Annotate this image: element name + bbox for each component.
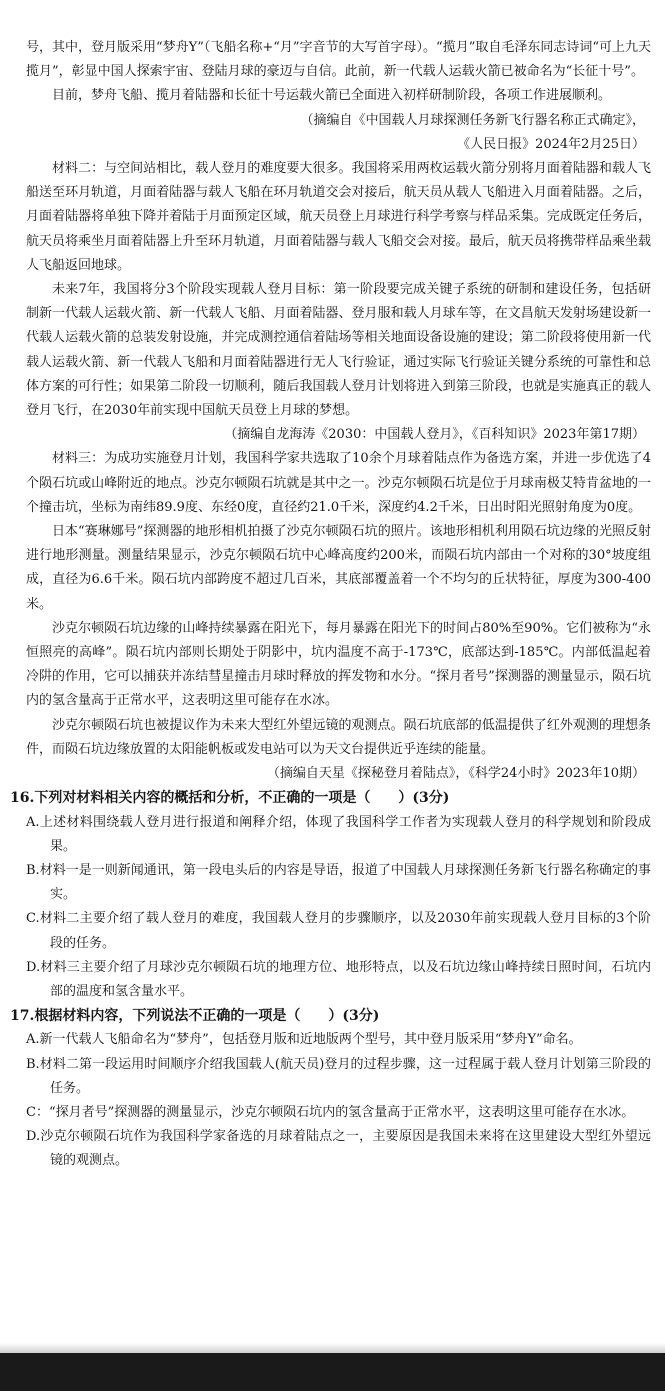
- material-2-paragraph-1: 材料二：与空间站相比，载人登月的难度要大很多。我国将采用两枚运载火箭分别将月面着陆器和载人飞船送至环月轨道，月面着陆器与载人飞船在环月轨道交会对接后，航天员从载人飞船进入月面着陆器。之后，月面着陆器将单独下降并着陆于月面预定区域，航天员登上月球进行科学考察与样品采集。完成既定任务后，航天员将乘坐月面着陆器上升至环月轨道，月面着陆器与载人飞船交会对接。最后，航天员将携带样品乘坐载人飞船返回地球。: [26, 161, 651, 273]
- material-1-source-line-1: （摘编自《中国载人月球探测任务新飞行器名称正式确定》，: [300, 112, 645, 128]
- question-16-stem: 16.下列对材料相关内容的概括和分析，不正确的一项是（ ）(3分): [10, 790, 450, 807]
- material-1-status-paragraph: 目前，梦舟飞船、揽月着陆器和长征十号运载火箭已全面进入初样研制阶段，各项工作进展顺利。: [52, 88, 612, 104]
- material-2-paragraph-2: 未来7年，我国将分3个阶段实现载人登月目标：第一阶段要完成关键子系统的研制和建设任务，包括研制新一代载人运载火箭、新一代载人飞船、月面着陆器、登月服和载人月球车等，在文昌航天发射场建设新一代载人运载火箭的总装发射设施，并完成测控通信着陆场等相关地面设备设施的建设；第二阶段将使用新一代载人运载火箭、新一代载人飞船和月面着陆器进行无人飞行验证，通过实际飞行验证关键分系统的可靠性和总体方案的可行性；如果第二阶段一切顺利，随后我国载人登月计划将进入到第三阶段，也就是实施真正的载人登月飞行，在2030年前实现中国航天员登上月球的梦想。: [26, 282, 651, 419]
- question-17-option-a: A.新一代载人飞船命名为“梦舟”，包括登月版和近地版两个型号，其中登月版采用“梦舟Y”命名。: [26, 1032, 582, 1048]
- question-16-option-c: C.材料二主要介绍了载人登月的难度，我国载人登月的步骤顺序，以及2030年前实现载人登月目标的3个阶段的任务。: [26, 911, 651, 951]
- question-17-option-b: B.材料二第一段运用时间顺序介绍我国载人(航天员)登月的过程步骤，这一过程属于载人登月计划第三阶段的任务。: [26, 1056, 651, 1096]
- material-1-continuation: 号，其中，登月版采用“梦舟Y”（飞船名称+“月”字音节的大写首字母）。“揽月”取自毛泽东同志诗词“可上九天揽月”，彰显中国人探索宇宙、登陆月球的豪迈与自信。此前，新一代载人运载火箭已被命名为“长征十号”。: [26, 40, 651, 80]
- material-3-paragraph-4: 沙克尔顿陨石坑也被提议作为未来大型红外望远镜的观测点。陨石坑底部的低温提供了红外观测的理想条件，而陨石坑边缘放置的太阳能帆板或发电站可以为天文台提供近乎连续的能量。: [26, 717, 651, 757]
- material-3-paragraph-1: 材料三：为成功实施登月计划，我国科学家共选取了10余个月球着陆点作为备选方案，并进一步优选了4个陨石坑或山峰附近的地点。沙克尔顿陨石坑就是其中之一。沙克尔顿陨石坑是位于月球南极艾特肯盆地的一个撞击坑，坐标为南纬89.9度、东经0度，直径约21.0千米，深度约4.2千米，日出时阳光照射角度为0度。: [26, 451, 651, 515]
- scan-bottom-edge: [0, 1353, 665, 1391]
- question-17-option-c: C：“探月者号”探测器的测量显示，沙克尔顿陨石坑内的氢含量高于正常水平，这表明这里可能存在水冰。: [26, 1104, 635, 1120]
- material-1-source-line-2: 《人民日报》2024年2月25日）: [457, 136, 645, 152]
- question-17-option-d: D.沙克尔顿陨石坑作为我国科学家备选的月球着陆点之一，主要原因是我国未来将在这里建设大型红外望远镜的观测点。: [26, 1129, 651, 1169]
- question-16-option-d: D.材料三主要介绍了月球沙克尔顿陨石坑的地理方位、地形特点，以及石坑边缘山峰持续日照时间，石坑内部的温度和氢含量水平。: [26, 959, 651, 999]
- material-3-paragraph-3: 沙克尔顿陨石坑边缘的山峰持续暴露在阳光下，每月暴露在阳光下的时间占80%至90%。它们被称为“永恒照亮的高峰”。陨石坑内部则长期处于阴影中，坑内温度不高于-173℃，底部达到-185℃。内部低温起着冷阱的作用，它可以捕获并冻结彗星撞击月球时释放的挥发物和水分。“探月者号”探测器的测量显示，陨石坑内的氢含量高于正常水平，这表明这里可能存在水冰。: [26, 620, 651, 709]
- question-17-stem: 17.根据材料内容，下列说法不正确的一项是（ ）(3分): [10, 1008, 380, 1025]
- question-16-option-a: A.上述材料围绕载人登月进行报道和阐释介绍，体现了我国科学工作者为实现载人登月的科学规划和阶段成果。: [26, 814, 651, 854]
- scan-shadow: [0, 1343, 665, 1353]
- exam-page: [10, 36, 651, 1174]
- question-16-option-b: B.材料一是一则新闻通讯，第一段电头后的内容是导语，报道了中国载人月球探测任务新飞行器名称确定的事实。: [26, 862, 651, 903]
- material-2-source: （摘编自龙海涛《2030：中国载人登月》，《百科知识》2023年第17期）: [224, 427, 645, 443]
- material-3-source: （摘编自天星《探秘登月着陆点》，《科学24小时》2023年10期）: [266, 766, 645, 782]
- material-3-paragraph-2: 日本“赛琳娜号”探测器的地形相机拍摄了沙克尔顿陨石坑的照片。该地形相机利用陨石坑边缘的光照反射进行地形测量。测量结果显示，沙克尔顿陨石坑中心峰高度约200米，而陨石坑内部由一个对称的30°坡度组成，直径为6.6千米。陨石坑内部跨度不超过几百米，其底部覆盖着一个不均匀的丘状特征，厚度为300-400米。: [26, 524, 651, 612]
